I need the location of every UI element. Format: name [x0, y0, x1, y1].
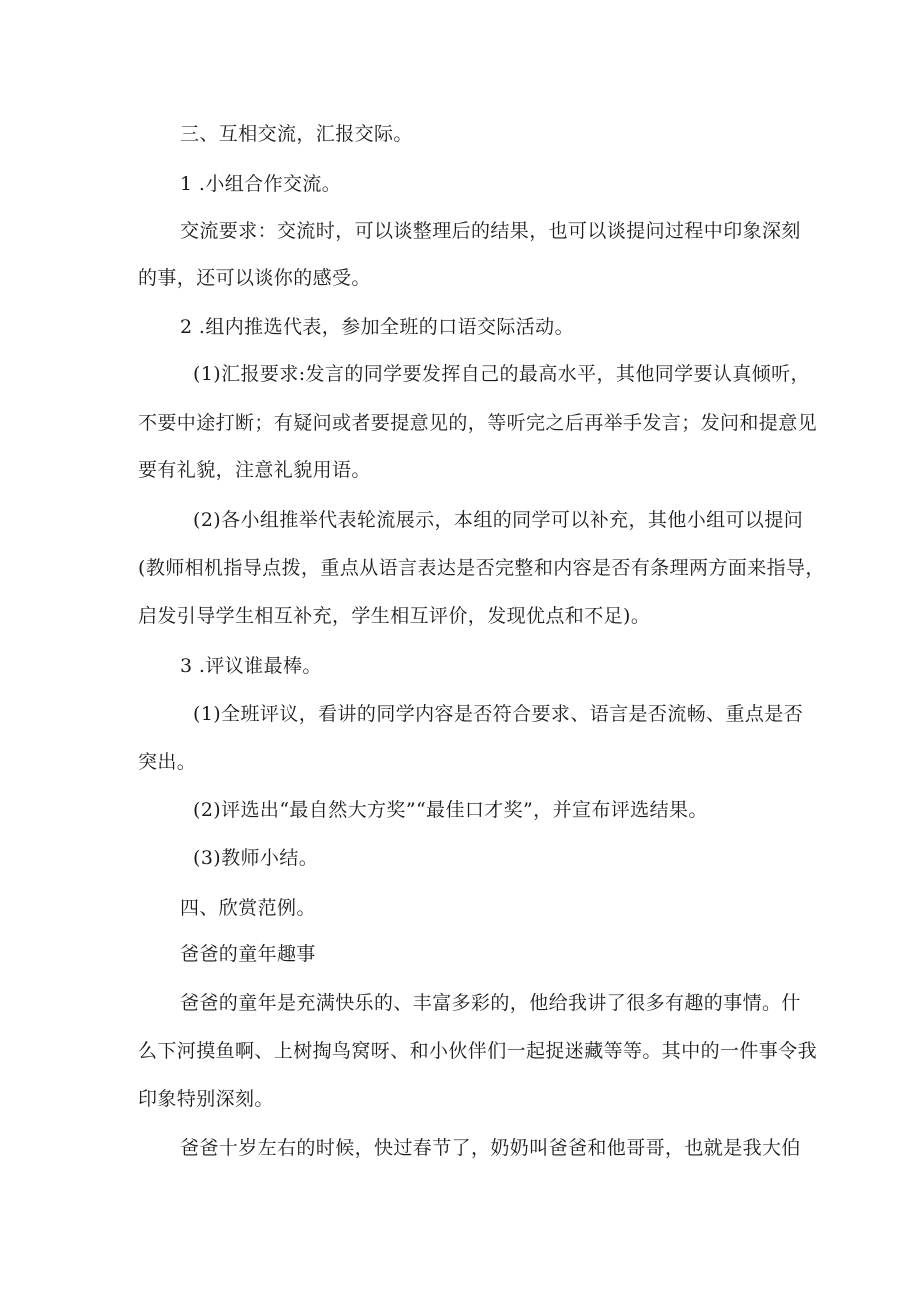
paragraph-line: (3)教师小结。 [193, 847, 319, 869]
paragraph-line: 的事，还可以谈你的感受。 [138, 267, 371, 289]
item-heading-3: 3 .评议谁最棒。 [180, 655, 322, 677]
paragraph-line: 么下河摸鱼啊、上树掏鸟窝呀、和小伙伴们一起捉迷藏等等。其中的一件事令我 [138, 1040, 818, 1062]
section-heading-3: 三、互相交流，汇报交际。 [180, 123, 413, 145]
paragraph-line: 爸爸的童年是充满快乐的、丰富多彩的，他给我讲了很多有趣的事情。什 [180, 992, 801, 1014]
paragraph-line: 突出。 [138, 751, 197, 773]
paragraph-line: 爸爸十岁左右的时候，快过春节了，奶奶叫爸爸和他哥哥，也就是我大伯 [180, 1137, 801, 1159]
paragraph-line: 启发引导学生相互补充，学生相互评价，发现优点和不足)。 [138, 605, 651, 627]
paragraph-line: 交流要求：交流时，可以谈整理后的结果，也可以谈提问过程中印象深刻 [180, 220, 801, 242]
paragraph-line: 要有礼貌，注意礼貌用语。 [138, 459, 371, 481]
item-heading-1: 1 .小组合作交流。 [180, 173, 342, 195]
item-heading-2: 2 .组内推选代表，参加全班的口语交际活动。 [180, 316, 574, 338]
paragraph-line: (2)评选出“最自然大方奖”“最佳口才奖”，并宣布评选结果。 [193, 799, 708, 821]
section-heading-4: 四、欣赏范例。 [180, 897, 316, 919]
paragraph-line: (教师相机指导点拨，重点从语言表达是否完整和内容是否有条理两方面来指导， [138, 557, 825, 579]
paragraph-line: (1)汇报要求:发言的同学要发挥自己的最高水平，其他同学要认真倾听， [193, 363, 810, 385]
paragraph-line: (1)全班评议，看讲的同学内容是否符合要求、语言是否流畅、重点是否 [193, 703, 804, 725]
essay-title: 爸爸的童年趣事 [180, 943, 316, 965]
paragraph-line: 不要中途打断；有疑问或者要提意见的，等听完之后再举手发言；发问和提意见 [138, 412, 818, 434]
paragraph-line: 印象特别深刻。 [138, 1088, 274, 1110]
paragraph-line: (2)各小组推举代表轮流展示，本组的同学可以补充，其他小组可以提问 [193, 509, 804, 531]
